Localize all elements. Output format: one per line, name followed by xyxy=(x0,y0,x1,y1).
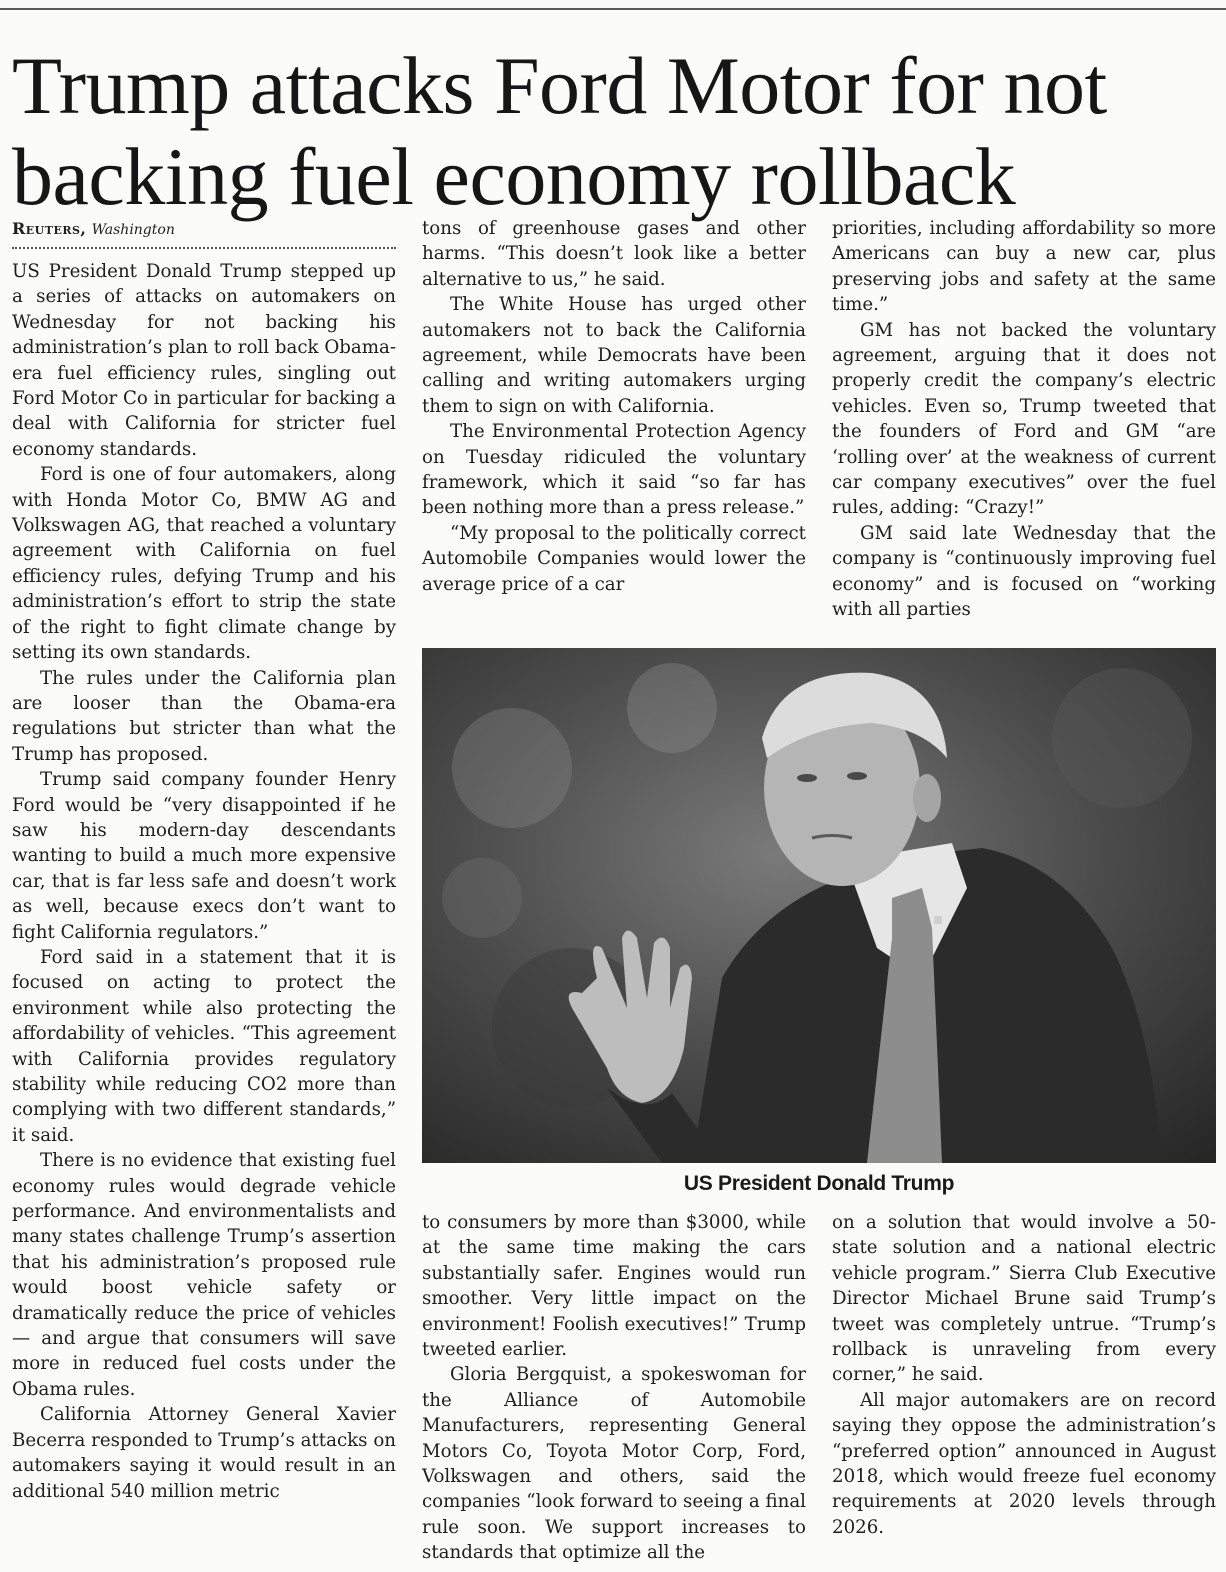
byline-city: Washington xyxy=(91,222,175,238)
paragraph: GM has not backed the voluntary agreement, arguing that it does not properly credit the company’s electric vehicles. Even so, Trump tweeted that the founders of Ford and GM “are ‘rolling over’ at the weakness of current car company executives” over the fuel rules, adding: “Crazy!” xyxy=(832,319,1216,519)
article-column-1 xyxy=(12,218,396,1504)
paragraph: All major automakers are on record saying they oppose the administration’s “preferred option” announced in August 2018, which would freeze fuel economy requirements at 2020 levels through 2026. xyxy=(832,1389,1216,1538)
paragraph: tons of greenhouse gases and other harms. “This doesn’t look like a better alternative to us,” he said. xyxy=(422,218,806,290)
paragraph: “My proposal to the politically correct Automobile Companies would lower the average price of a car xyxy=(422,522,806,595)
article-column-2-bottom xyxy=(422,1210,806,1566)
byline-agency: Reuters, xyxy=(12,219,87,238)
paragraph: The rules under the California plan are looser than the Obama-era regulations but stricter than what the Trump has proposed. xyxy=(12,667,396,765)
paragraph: The Environmental Protection Agency on Tuesday ridiculed the voluntary framework, which it said “so far has been nothing more than a press release.” xyxy=(422,421,806,519)
paragraph: on a solution that would involve a 50-state solution and a national electric vehicle program.” Sierra Club Executive Director Michael Brune said Trump’s tweet was completely untrue. “Trump’s rollback is unraveling from every corner,” he said. xyxy=(832,1212,1216,1386)
paragraph: GM said late Wednesday that the company is “continuously improving fuel economy” and is focused on “working with all parties xyxy=(832,522,1216,621)
paragraph: Ford said in a statement that it is focused on acting to protect the environment while also protecting the affordability of vehicles. “This agreement with California provides regulatory stability while reducing CO2 more than complying with two different standards,” it said. xyxy=(12,946,396,1146)
paragraph: Ford is one of four automakers, along with Honda Motor Co, BMW AG and Volkswagen AG, that reached a voluntary agreement with California on fuel efficiency rules, defying Trump and his administration’s effort to strip the state of the right to fight climate change by setting its own standards. xyxy=(12,464,396,664)
article-column-2-top xyxy=(422,216,806,597)
photo-illustration xyxy=(422,648,1216,1163)
byline xyxy=(12,218,396,241)
paragraph: The White House has urged other automakers not to back the California agreement, while Democrats have been calling and writing automakers urging them to sign on with California. xyxy=(422,294,806,417)
article-column-3-top xyxy=(832,216,1216,623)
top-rule xyxy=(0,8,1226,10)
paragraph: Trump said company founder Henry Ford would be “very disappointed if he saw his modern-day descendants wanting to build a much more expensive car, that is far less safe and doesn’t work as well, because execs don’t want to fight California regulators.” xyxy=(12,769,396,943)
news-photo xyxy=(422,648,1216,1163)
paragraph: California Attorney General Xavier Becerra responded to Trump’s attacks on automakers saying it would result in an additional 540 million metric xyxy=(12,1404,396,1502)
paragraph: to consumers by more than $3000, while at the same time making the cars substantially safer. Engines would run smoother. Very little impact on the environment! Foolish executives!” Trump tweeted earlier. xyxy=(422,1212,806,1361)
paragraph: priorities, including affordability so more Americans can buy a new car, plus preserving jobs and safety at the same time.” xyxy=(832,218,1216,316)
headline: Trump attacks Ford Motor for not backing fuel economy rollback xyxy=(12,40,1107,222)
byline-divider xyxy=(12,247,396,249)
article-column-3-bottom xyxy=(832,1210,1216,1540)
paragraph: There is no evidence that existing fuel economy rules would degrade vehicle performance. And environmentalists and many states challenge Trump’s assertion that his administration’s proposed rule would boost vehicle safety or dramatically reduce the price of vehicles — and argue that consumers will save more in reduced fuel costs under the Obama rules. xyxy=(12,1150,396,1400)
photo-caption: US President Donald Trump xyxy=(683,1172,955,1195)
paragraph: US President Donald Trump stepped up a series of attacks on automakers on Wednesday for not backing his administration’s plan to roll back Obama-era fuel efficiency rules, singling out Ford Motor Co in particular for backing a deal with California for stricter fuel economy standards. xyxy=(12,261,396,460)
paragraph: Gloria Bergquist, a spokeswoman for the Alliance of Automobile Manufacturers, representing General Motors Co, Toyota Motor Corp, Ford, Volkswagen and others, said the companies “look forward to seeing a final rule soon. We support increases to standards that optimize all the xyxy=(422,1364,806,1564)
